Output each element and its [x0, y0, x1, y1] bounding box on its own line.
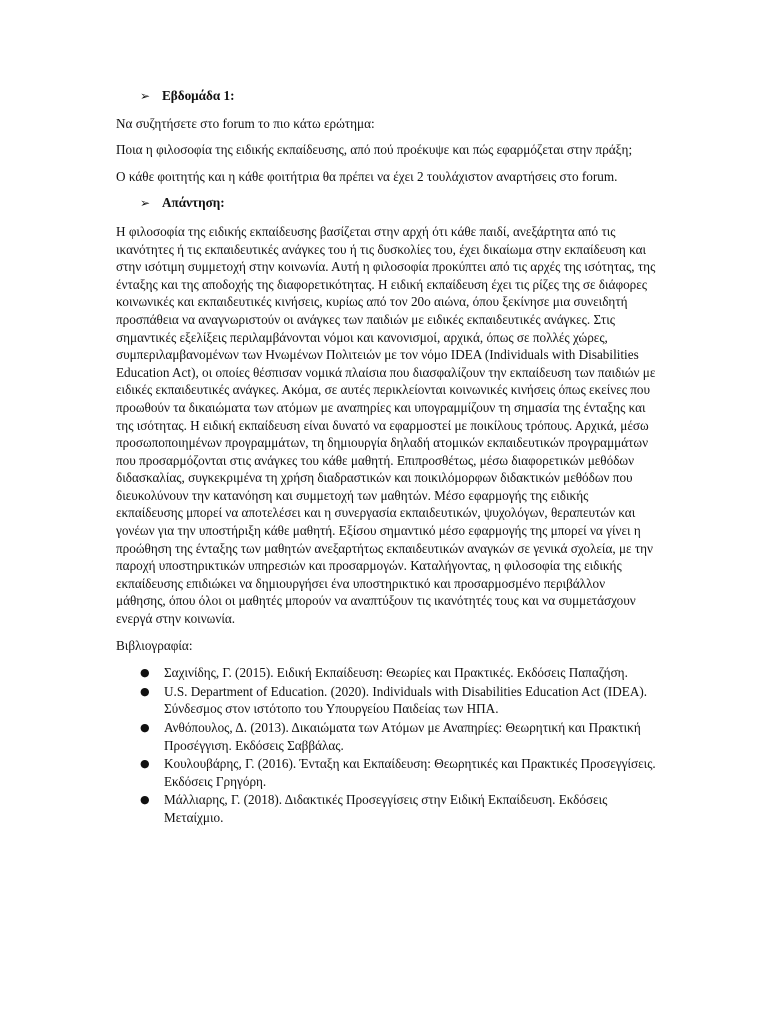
answer-paragraph: Η φιλοσοφία της ειδικής εκπαίδευσης βασίζεται στην αρχή ότι κάθε παιδί, ανεξάρτητα από τις ικανότητες ή τις εκπαιδευτικές ανάγκες του ή τις δυσκολίες του, έχει δικαίωμα στην εκπαίδευση και στην ισότιμη συμμετοχή στην κοινωνία. Αυτή η φιλοσοφία προκύπτει από τις αρχές της ισότητας, της ένταξης και της αποδοχής της διαφορετικότητας. Η ειδική εκπαίδευση έχει τις ρίζες της σε διάφορες κοινωνικές και εκπαιδευτικές κινήσεις, κυρίως από τον 20ο αιώνα, όπου ξεκίνησε μια συνειδητή προσπάθεια να αναγνωριστούν οι ανάγκες των παιδιών με ειδικές εκπαιδευτικές ανάγκες. Στις σημαντικές εξελίξεις περιλαμβάνονται νόμοι και κανονισμοί, αρχικά, όπως σε πολλές χώρες, συμπεριλαμβανομένων των Ηνωμένων Πολιτειών με τον νόμο IDEA (Individuals with Disabilities Education Act), οι οποίες θέσπισαν νομικά πλαίσια που διασφαλίζουν την εκπαίδευση των παιδιών με ειδικές εκπαιδευτικές ανάγκες. Ακόμα, σε αυτές περικλείονται κοινωνικές κινήσεις όπως εκείνες που προωθούν τα δικαιώματα των ατόμων με αναπηρίες και υπογραμμίζουν τη σημασία της ένταξης και της ισότητας. Η ειδική εκπαίδευση είναι δυνατό να εφαρμοστεί με ποικίλους τρόπους. Αρχικά, μέσω προσωποποιημένων προγραμμάτων, τη δημιουργία δηλαδή ατομικών εκπαιδευτικών προγραμμάτων που προσαρμόζονται στις ανάγκες του κάθε μαθητή. Επιπροσθέτως, μέσω διαφορετικών μεθόδων διδασκαλίας, συγκεκριμένα τη χρήση διαδραστικών και ποικιλόμορφων διδακτικών μεθόδων που διευκολύνουν την κατανόηση και συμμετοχή των μαθητών. Μέσο εφαρμογής της ειδικής εκπαίδευσης μπορεί να αποτελέσει και η συνεργασία εκπαιδευτικών, ψυχολόγων, θεραπευτών και γονέων για την υποστήριξη κάθε μαθητή. Εξίσου σημαντικό μέσο εφαρμογής της μπορεί να γίνει η προώθηση της ένταξης των μαθητών ανεξαρτήτως εκπαιδευτικών αναγκών σε γενικά σχολεία, με την παροχή υποστηρικτικών υπηρεσιών και προσαρμογών. Καταλήγοντας, η φιλοσοφία της ειδικής εκπαίδευσης επιδιώκει να δημιουργήσει ένα υποστηρικτικό και προσαρμοσμένο περιβάλλον μάθησης, όπου όλοι οι μαθητές μπορούν να αναπτύξουν τις ικανότητές τους και να συμμετάσχουν ενεργά στην κοινωνία. — [116, 223, 656, 627]
reference-item — [116, 719, 656, 754]
bibliography-label: Βιβλιογραφία: — [116, 637, 193, 653]
reference-item — [116, 755, 656, 790]
week-heading-text: Εβδομάδα 1: — [162, 88, 235, 103]
week-heading — [140, 87, 656, 106]
round-bullet-icon: ● — [140, 666, 150, 680]
question-paragraph: Ποια η φιλοσοφία της ειδικής εκπαίδευσης, από πού προέκυψε και πώς εφαρμόζεται στην πράξη; — [116, 142, 633, 158]
arrowhead-bullet-icon: ➢ — [140, 196, 151, 211]
round-bullet-icon: ● — [140, 793, 150, 807]
reference-text: U.S. Department of Education. (2020). Individuals with Disabilities Education Act (IDEA). Σύνδεσμος στον ιστότοπο του Υπουργείου Παιδείας των ΗΠΑ. — [164, 683, 648, 717]
round-bullet-icon: ● — [140, 721, 150, 734]
reference-item — [116, 791, 656, 826]
round-bullet-icon: ● — [140, 684, 150, 698]
reference-item — [116, 664, 656, 682]
round-bullet-icon: ● — [140, 757, 150, 771]
arrowhead-bullet-icon: ➢ — [140, 89, 151, 103]
reference-text: Μάλλιαρης, Γ. (2018). Διδακτικές Προσεγγίσεις στην Ειδική Εκπαίδευση. Εκδόσεις Μεταίχμιο. — [164, 792, 608, 825]
answer-heading-text: Απάντηση: — [162, 195, 225, 211]
reference-text: Ανθόπουλος, Δ. (2013). Δικαιώματα των Ατόμων με Αναπηρίες: Θεωρητική και Πρακτική Προσέγγιση. Εκδόσεις Σαββάλας. — [164, 720, 641, 753]
answer-heading — [140, 194, 656, 213]
reference-item — [116, 683, 656, 718]
reference-text: Κουλουβάρης, Γ. (2016). Ένταξη και Εκπαίδευση: Θεωρητικές και Πρακτικές Προσεγγίσεις. Εκδόσεις Γρηγόρη. — [164, 756, 656, 789]
requirement-paragraph: Ο κάθε φοιτητής και η κάθε φοιτήτρια θα πρέπει να έχει 2 τουλάχιστον αναρτήσεις στο forum. — [116, 168, 618, 184]
intro-paragraph: Να συζητήσετε στο forum το πιο κάτω ερώτημα: — [116, 115, 375, 131]
document-page — [116, 87, 656, 828]
reference-list — [116, 664, 656, 826]
reference-text: Σαχινίδης, Γ. (2015). Ειδική Εκπαίδευση: Θεωρίες και Πρακτικές. Εκδόσεις Παπαζήση. — [164, 665, 628, 681]
